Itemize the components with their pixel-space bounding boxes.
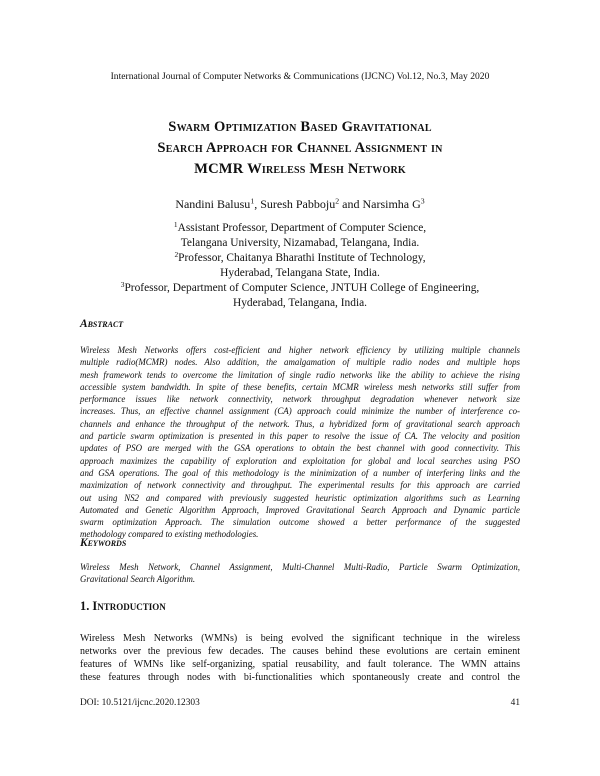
abstract-line: Wireless Mesh Networks offers cost-efficient and higher network efficiency by utilizing multiple channels	[80, 345, 520, 355]
title-line: Search Approach for Channel Assignment in	[157, 140, 443, 156]
affiliation-line: $^3$Professor, Department of Computer Science, JNTUH College of Engineering,	[120, 279, 480, 294]
title-line: Swarm Optimization Based Gravitational	[168, 119, 432, 135]
author-separator: ,	[254, 197, 261, 211]
paper-title	[60, 117, 540, 180]
doi-footer: DOI: 10.5121/ijcnc.2020.12303	[80, 698, 200, 708]
keywords-body	[80, 561, 520, 586]
abstract-line: Automated and Genetic Algorithm Approach, Improved Gravitational Search Approach and Dynamic particle	[80, 504, 520, 515]
author-affiliation-mark: 2	[335, 196, 340, 206]
introduction-line: networks over the previous few decades. The causes behind these evolutions are certain eminent	[80, 646, 520, 657]
abstract-line: updates of PSO are merged with the GSA operations to obtain the best channel with good connectivity. This	[80, 443, 520, 454]
keywords-line: Wireless Mesh Network, Channel Assignment, Multi-Channel Multi-Radio, Particle Swarm Optimization,	[80, 562, 520, 572]
affiliation-mark: 2	[174, 249, 179, 259]
abstract-body	[80, 344, 520, 541]
affiliation-mark: 1	[173, 219, 178, 229]
introduction-line: features of WMNs like self-organizing, spatial reusability, and fault tolerance. The WMN attains	[80, 659, 520, 670]
abstract-line: out using NS2 and compared with previously suggested heuristic optimization algorithms such as Learning	[80, 492, 520, 503]
abstract-line: maximization of network connectivity and throughput. The experimental results for this approach are carried	[80, 480, 520, 491]
author-affiliation-mark: 3	[420, 196, 425, 206]
author-separator: and	[339, 197, 363, 211]
abstract-line: channels and enhance the throughput of the network. Thus, a hybridized form of gravitational search approach	[80, 418, 520, 429]
abstract-line: methodology compared to existing methodologies.	[80, 529, 259, 540]
affiliation-line: $^2$Professor, Chaitanya Bharathi Institute of Technology,	[174, 249, 426, 264]
affiliation-mark: 3	[120, 279, 125, 289]
abstract-heading: Abstract	[80, 318, 124, 330]
abstract-line: performance issues like network connectivity, network throughput degradation whenever network size	[80, 394, 520, 405]
author-name: Suresh Pabboju	[260, 197, 336, 211]
author-list	[0, 197, 600, 212]
abstract-line: approach maximizes the capability of exploration and exploitation for global and local searches using PSO	[80, 455, 520, 466]
author-affiliation-mark: 1	[250, 196, 255, 206]
introduction-body	[80, 632, 520, 684]
affiliation-line: Hyderabad, Telangana, India.	[232, 297, 368, 309]
author-name: Narsimha G	[362, 197, 421, 211]
keywords-line: Gravitational Search Algorithm.	[80, 574, 196, 585]
keywords-heading: Keywords	[80, 537, 127, 549]
abstract-line: and GSA operations. The goal of this methodology is the minimization of a number of interfering links and the	[80, 467, 520, 478]
affiliation-line: $^1$Assistant Professor, Department of Computer Science,	[173, 219, 427, 234]
introduction-line: these features through nodes with bi-functionalities which spontaneously create and control the	[80, 672, 520, 683]
abstract-line: multiple radio(MCMR) nodes. Also addition, the amalgamation of multiple radio nodes and multiple hops	[80, 357, 520, 368]
abstract-line: and particle swarm optimization is presented in this paper to resolve the issue of CA. The velocity and position	[80, 431, 520, 442]
affiliations	[0, 221, 600, 311]
introduction-heading: 1. Introduction	[80, 599, 166, 613]
introduction-line: Wireless Mesh Networks (WMNs) is being evolved the significant technique in the wireless	[80, 633, 520, 644]
page-number: 41	[510, 698, 520, 708]
affiliation-line: Telangana University, Nizamabad, Telangana, India.	[180, 237, 420, 249]
abstract-line: mesh framework tends to overcome the limitation of single radio networks like the ability to achieve the rising	[80, 369, 520, 380]
title-line: MCMR Wireless Mesh Network	[194, 161, 406, 177]
abstract-line: swarm optimization Approach. The simulation outcome showed a better performance of the suggested	[80, 517, 520, 528]
abstract-line: accessible system bandwidth. In spite of these benefits, certain MCMR wireless mesh networks still suffer from	[80, 381, 520, 392]
journal-header: International Journal of Computer Networks & Communications (IJCNC) Vol.12, No.3, May 2020	[110, 71, 490, 82]
author-name: Nandini Balusu	[175, 197, 251, 211]
abstract-line: increases. Thus, an effective channel assignment (CA) approach could minimize the number of interference co-	[80, 406, 520, 417]
affiliation-line: Hyderabad, Telangana State, India.	[220, 267, 380, 279]
